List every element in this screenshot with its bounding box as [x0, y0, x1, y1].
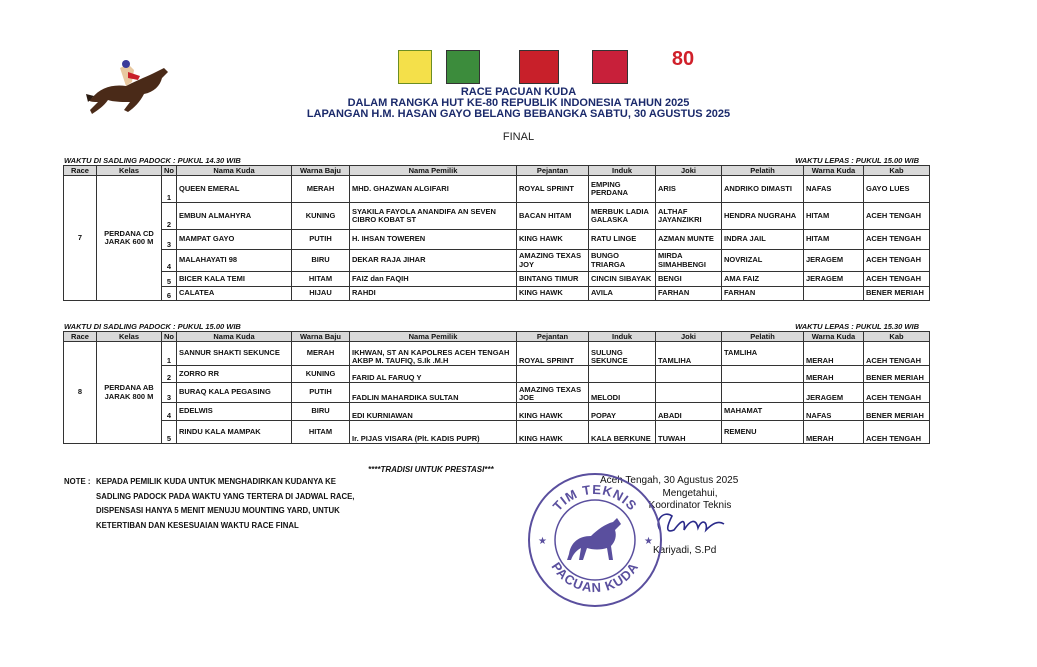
cell-nama-kuda: MAMPAT GAYO — [177, 230, 292, 250]
cell-warna-kuda: NAFAS — [804, 176, 864, 203]
cell-pejantan: ROYAL SPRINT — [517, 342, 589, 366]
race-class: PERDANA AB JARAK 800 M — [97, 342, 162, 444]
cell-warna-baju: MERAH — [292, 342, 350, 366]
stamp-top-text: TIM TEKNIS — [549, 481, 641, 514]
race-number: 7 — [64, 176, 97, 301]
cell-no: 5 — [162, 272, 177, 287]
table-row — [64, 203, 930, 230]
svg-text:★: ★ — [644, 536, 653, 547]
cell-nama-pemilik: H. IHSAN TOWEREN — [350, 230, 517, 250]
cell-no: 2 — [162, 366, 177, 383]
table-row — [64, 272, 930, 287]
cell-warna-baju: BIRU — [292, 403, 350, 421]
place-date: Aceh Tengah, 30 Agustus 2025 — [600, 475, 739, 486]
col-induk: Induk — [589, 166, 656, 176]
cell-pelatih: NOVRIZAL — [722, 250, 804, 272]
cell-induk: EMPING PERDANA — [589, 176, 656, 203]
title-line-1: RACE PACUAN KUDA — [460, 86, 577, 98]
signer-name: Kariyadi, S.Pd — [653, 545, 717, 556]
race-class: PERDANA CD JARAK 600 M — [97, 176, 162, 301]
cell-warna-baju: HITAM — [292, 272, 350, 287]
race-number: 8 — [64, 342, 97, 444]
cell-joki: ABADI — [656, 403, 722, 421]
cell-warna-kuda: MERAH — [804, 342, 864, 366]
race7-table — [63, 165, 930, 301]
col-nama-kuda: Nama Kuda — [177, 332, 292, 342]
cell-pejantan: KING HAWK — [517, 403, 589, 421]
table-row — [64, 366, 930, 383]
col-nama-pemilik: Nama Pemilik — [350, 166, 517, 176]
stamp-bottom-text: PACUAN KUDA — [548, 559, 642, 596]
cell-nama-kuda: QUEEN EMERAL — [177, 176, 292, 203]
cell-pelatih: FARHAN — [722, 287, 804, 301]
cell-pelatih: REMENU — [722, 421, 804, 444]
cell-induk: AVILA — [589, 287, 656, 301]
cell-warna-kuda: JERAGEM — [804, 250, 864, 272]
cell-pelatih: ANDRIKO DIMASTI — [722, 176, 804, 203]
cell-nama-pemilik: FARID AL FARUQ Y — [350, 366, 517, 383]
race7-header-row — [64, 166, 930, 176]
cell-warna-baju: KUNING — [292, 366, 350, 383]
cell-nama-pemilik: IKHWAN, ST AN KAPOLRES ACEH TENGAH AKBP M. TAUFIQ, S.Ik .M.H — [350, 342, 517, 366]
cell-induk: MERBUK LADIA GALASKA — [589, 203, 656, 230]
cell-pelatih: INDRA JAIL — [722, 230, 804, 250]
cell-nama-pemilik: RAHDI — [350, 287, 517, 301]
cell-nama-kuda: SANNUR SHAKTI SEKUNCE — [177, 342, 292, 366]
cell-joki: AZMAN MUNTE — [656, 230, 722, 250]
table-row — [64, 342, 930, 366]
race8-lepas-time: WAKTU LEPAS : PUKUL 15.30 WIB — [795, 322, 919, 331]
cell-pejantan: BINTANG TIMUR — [517, 272, 589, 287]
note-label: NOTE : — [64, 477, 91, 486]
cell-no: 3 — [162, 230, 177, 250]
cell-kab: ACEH TENGAH — [864, 383, 930, 403]
government-logo-4 — [592, 50, 628, 84]
cell-joki — [656, 366, 722, 383]
cell-kab: BENER MERIAH — [864, 287, 930, 301]
col-pelatih: Pelatih — [722, 166, 804, 176]
cell-warna-baju: PUTIH — [292, 230, 350, 250]
cell-pelatih — [722, 366, 804, 383]
cell-induk: KALA BERKUNE — [589, 421, 656, 444]
cell-pelatih: AMA FAIZ — [722, 272, 804, 287]
cell-nama-kuda: BICER KALA TEMI — [177, 272, 292, 287]
cell-pejantan: KING HAWK — [517, 287, 589, 301]
col-pelatih: Pelatih — [722, 332, 804, 342]
cell-warna-kuda: JERAGEM — [804, 272, 864, 287]
cell-pelatih: MAHAMAT — [722, 403, 804, 421]
col-warna-kuda: Warna Kuda — [804, 332, 864, 342]
cell-induk — [589, 366, 656, 383]
cell-nama-pemilik: FAIZ dan FAQIH — [350, 272, 517, 287]
cell-nama-pemilik: EDI KURNIAWAN — [350, 403, 517, 421]
cell-warna-kuda: HITAM — [804, 203, 864, 230]
col-no: No — [162, 166, 177, 176]
cell-joki: ALTHAF JAYANZIKRI — [656, 203, 722, 230]
cell-nama-pemilik: MHD. GHAZWAN ALGIFARI — [350, 176, 517, 203]
cell-pejantan: KING HAWK — [517, 421, 589, 444]
cell-warna-baju: BIRU — [292, 250, 350, 272]
cell-pejantan: AMAZING TEXAS JOE — [517, 383, 589, 403]
cell-warna-baju: HITAM — [292, 421, 350, 444]
note-line: SADLING PADOCK PADA WAKTU YANG TERTERA DI JADWAL RACE, — [96, 491, 355, 501]
cell-kab: ACEH TENGAH — [864, 421, 930, 444]
note-line: KETERTIBAN DAN KESESUAIAN WAKTU RACE FINAL — [96, 520, 299, 530]
cell-pelatih: TAMLIHA — [722, 342, 804, 366]
race7-lepas-time: WAKTU LEPAS : PUKUL 15.00 WIB — [795, 156, 919, 165]
cell-kab: ACEH TENGAH — [864, 272, 930, 287]
government-logo-3 — [519, 50, 559, 84]
cell-no: 1 — [162, 176, 177, 203]
cell-nama-kuda: MALAHAYATI 98 — [177, 250, 292, 272]
cell-nama-kuda: CALATEA — [177, 287, 292, 301]
cell-nama-pemilik: Ir. PIJAS VISARA (Plt. KADIS PUPR) — [350, 421, 517, 444]
race8-padock-time: WAKTU DI SADLING PADOCK : PUKUL 15.00 WIB — [64, 322, 241, 331]
cell-warna-baju: PUTIH — [292, 383, 350, 403]
race8-header-row — [64, 332, 930, 342]
svg-text:TIM TEKNIS — [550, 482, 640, 514]
col-no: No — [162, 332, 177, 342]
cell-kab: BENER MERIAH — [864, 366, 930, 383]
hut-80-logo: 80 — [671, 48, 695, 70]
col-warna-kuda: Warna Kuda — [804, 166, 864, 176]
cell-joki — [656, 383, 722, 403]
cell-warna-kuda: JERAGEM — [804, 383, 864, 403]
cell-nama-kuda: RINDU KALA MAMPAK — [177, 421, 292, 444]
cell-pejantan: ROYAL SPRINT — [517, 176, 589, 203]
table-row — [64, 403, 930, 421]
cell-warna-baju: MERAH — [292, 176, 350, 203]
cell-kab: ACEH TENGAH — [864, 203, 930, 230]
cell-joki: TUWAH — [656, 421, 722, 444]
col-pejantan: Pejantan — [517, 332, 589, 342]
cell-induk: MELODI — [589, 383, 656, 403]
cell-kab: BENER MERIAH — [864, 403, 930, 421]
table-row — [64, 250, 930, 272]
table-row — [64, 287, 930, 301]
cell-no: 3 — [162, 383, 177, 403]
table-row — [64, 383, 930, 403]
cell-joki: BENGI — [656, 272, 722, 287]
cell-nama-pemilik: DEKAR RAJA JIHAR — [350, 250, 517, 272]
cell-nama-kuda: EDELWIS — [177, 403, 292, 421]
col-pejantan: Pejantan — [517, 166, 589, 176]
cell-induk: BUNGO TRIARGA — [589, 250, 656, 272]
col-race: Race — [64, 166, 97, 176]
race8-table — [63, 331, 930, 444]
cell-induk: CINCIN SIBAYAK — [589, 272, 656, 287]
cell-induk: SULUNG SEKUNCE — [589, 342, 656, 366]
col-induk: Induk — [589, 332, 656, 342]
cell-warna-kuda: MERAH — [804, 421, 864, 444]
cell-pelatih: HENDRA NUGRAHA — [722, 203, 804, 230]
cell-induk: RATU LINGE — [589, 230, 656, 250]
note-line: DISPENSASI HANYA 5 MENIT MENUJU MOUNTING YARD, UNTUK — [96, 506, 340, 515]
tim-teknis-stamp — [527, 472, 663, 608]
table-row — [64, 176, 930, 203]
cell-pelatih — [722, 383, 804, 403]
cell-pejantan: AMAZING TEXAS JOY — [517, 250, 589, 272]
cell-joki: ARIS — [656, 176, 722, 203]
cell-no: 4 — [162, 403, 177, 421]
cell-joki: MIRDA SIMAHBENGI — [656, 250, 722, 272]
cell-no: 4 — [162, 250, 177, 272]
government-logo-2 — [446, 50, 480, 84]
cell-warna-baju: HIJAU — [292, 287, 350, 301]
stamp-horse-icon — [567, 518, 621, 560]
cell-pejantan — [517, 366, 589, 383]
cell-warna-kuda: HITAM — [804, 230, 864, 250]
col-kab: Kab — [864, 166, 930, 176]
note-text — [96, 475, 354, 533]
col-joki: Joki — [656, 332, 722, 342]
col-warna-baju: Warna Baju — [292, 166, 350, 176]
government-logo-1 — [398, 50, 432, 84]
col-nama-pemilik: Nama Pemilik — [350, 332, 517, 342]
cell-nama-pemilik: SYAKILA FAYOLA ANANDIFA AN SEVEN CIBRO KOBAT ST — [350, 203, 517, 230]
cell-kab: ACEH TENGAH — [864, 342, 930, 366]
race7-padock-time: WAKTU DI SADLING PADOCK : PUKUL 14.30 WIB — [64, 156, 241, 165]
cell-no: 6 — [162, 287, 177, 301]
cell-warna-kuda: MERAH — [804, 366, 864, 383]
cell-kab: GAYO LUES — [864, 176, 930, 203]
col-joki: Joki — [656, 166, 722, 176]
cell-no: 5 — [162, 421, 177, 444]
title-line-3: LAPANGAN H.M. HASAN GAYO BELANG BEBANGKA SABTU, 30 AGUSTUS 2025 — [306, 108, 731, 120]
cell-warna-kuda — [804, 287, 864, 301]
col-kelas: Kelas — [97, 332, 162, 342]
cell-no: 2 — [162, 203, 177, 230]
table-row — [64, 230, 930, 250]
cell-pejantan: KING HAWK — [517, 230, 589, 250]
cell-pejantan: BACAN HITAM — [517, 203, 589, 230]
cell-nama-pemilik: FADLIN MAHARDIKA SULTAN — [350, 383, 517, 403]
mengetahui-label: Mengetahui, — [662, 488, 718, 499]
cell-kab: ACEH TENGAH — [864, 250, 930, 272]
cell-nama-kuda: BURAQ KALA PEGASING — [177, 383, 292, 403]
jabatan-label: Koordinator Teknis — [648, 500, 732, 511]
col-race: Race — [64, 332, 97, 342]
svg-text:PACUAN KUDA — [548, 559, 641, 595]
cell-nama-kuda: ZORRO RR — [177, 366, 292, 383]
cell-induk: POPAY — [589, 403, 656, 421]
col-warna-baju: Warna Baju — [292, 332, 350, 342]
col-kelas: Kelas — [97, 166, 162, 176]
final-label: FINAL — [502, 131, 535, 143]
cell-joki: FARHAN — [656, 287, 722, 301]
title-line-2: DALAM RANGKA HUT KE-80 REPUBLIK INDONESIA TAHUN 2025 — [347, 97, 690, 109]
cell-no: 1 — [162, 342, 177, 366]
col-nama-kuda: Nama Kuda — [177, 166, 292, 176]
tradisi-slogan: ****TRADISI UNTUK PRESTASI*** — [368, 465, 494, 474]
cell-warna-baju: KUNING — [292, 203, 350, 230]
col-kab: Kab — [864, 332, 930, 342]
cell-warna-kuda: NAFAS — [804, 403, 864, 421]
table-row — [64, 421, 930, 444]
svg-text:★: ★ — [538, 536, 547, 547]
cell-kab: ACEH TENGAH — [864, 230, 930, 250]
cell-nama-kuda: EMBUN ALMAHYRA — [177, 203, 292, 230]
note-line: KEPADA PEMILIK KUDA UNTUK MENGHADIRKAN KUDANYA KE — [96, 477, 336, 486]
cell-joki: TAMLIHA — [656, 342, 722, 366]
